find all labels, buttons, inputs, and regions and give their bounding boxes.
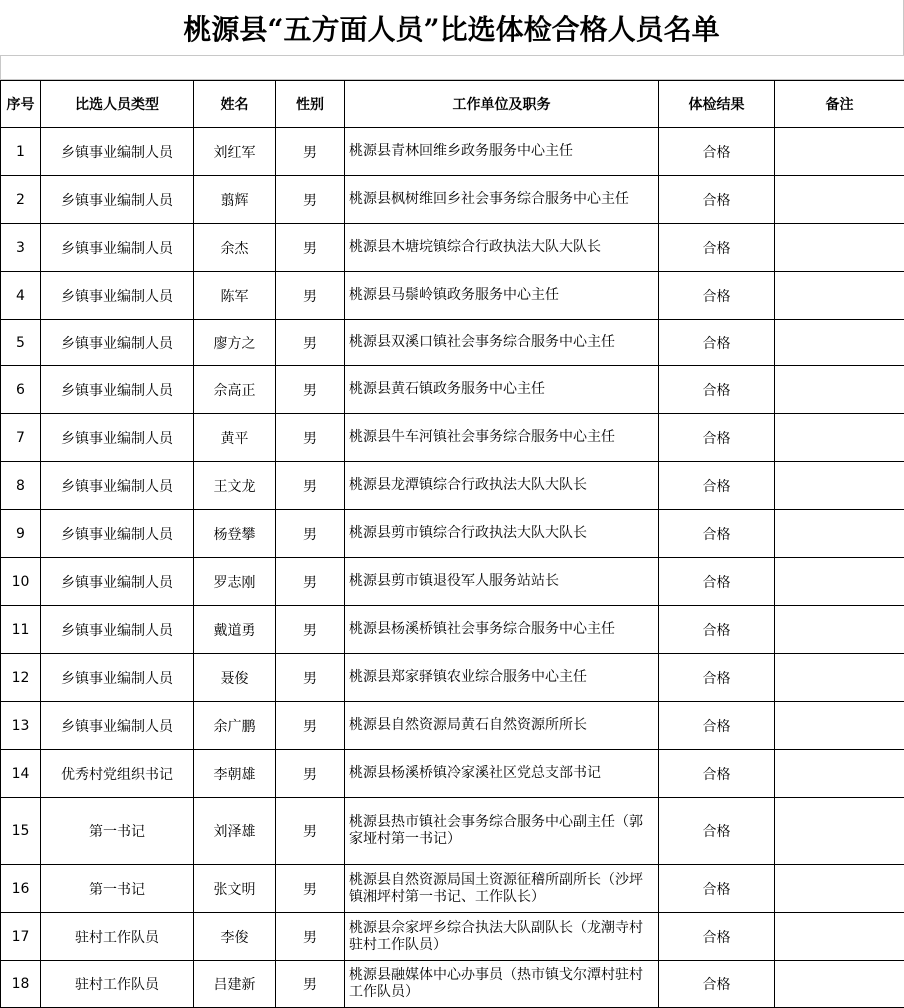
cell-result[interactable]: 合格 xyxy=(659,702,775,750)
cell-seq[interactable]: 4 xyxy=(1,272,41,320)
cell-gender[interactable]: 男 xyxy=(276,654,345,702)
table-row xyxy=(1,606,904,654)
cell-result[interactable]: 合格 xyxy=(659,865,775,913)
cell-gender[interactable]: 男 xyxy=(276,913,345,961)
cell-gender[interactable]: 男 xyxy=(276,462,345,510)
cell-gender[interactable]: 男 xyxy=(276,750,345,798)
cell-unit[interactable]: 桃源县剪市镇综合行政执法大队大队长 xyxy=(345,510,659,558)
cell-unit[interactable]: 桃源县自然资源局黄石自然资源所所长 xyxy=(345,702,659,750)
table-body xyxy=(1,128,904,1008)
cell-note[interactable] xyxy=(775,750,904,798)
cell-note[interactable] xyxy=(775,865,904,913)
cell-note[interactable] xyxy=(775,176,904,224)
cell-type[interactable]: 乡镇事业编制人员 xyxy=(41,462,194,510)
cell-result[interactable]: 合格 xyxy=(659,366,775,414)
cell-seq[interactable]: 13 xyxy=(1,702,41,750)
cell-note[interactable] xyxy=(775,654,904,702)
cell-seq[interactable]: 1 xyxy=(1,128,41,176)
cell-unit[interactable]: 桃源县龙潭镇综合行政执法大队大队长 xyxy=(345,462,659,510)
cell-unit[interactable]: 桃源县枫树维回乡社会事务综合服务中心主任 xyxy=(345,176,659,224)
cell-result[interactable]: 合格 xyxy=(659,128,775,176)
cell-note[interactable] xyxy=(775,224,904,272)
cell-name[interactable]: 黄平 xyxy=(194,414,276,462)
cell-name[interactable]: 张文明 xyxy=(194,865,276,913)
table-row xyxy=(1,702,904,750)
cell-result[interactable]: 合格 xyxy=(659,913,775,961)
cell-unit[interactable]: 桃源县郑家驿镇农业综合服务中心主任 xyxy=(345,654,659,702)
cell-result[interactable]: 合格 xyxy=(659,798,775,865)
cell-note[interactable] xyxy=(775,272,904,320)
cell-name[interactable]: 余杰 xyxy=(194,224,276,272)
cell-type[interactable]: 乡镇事业编制人员 xyxy=(41,366,194,414)
cell-seq[interactable]: 5 xyxy=(1,320,41,366)
cell-result[interactable]: 合格 xyxy=(659,510,775,558)
cell-result[interactable]: 合格 xyxy=(659,414,775,462)
header-type[interactable]: 比选人员类型 xyxy=(41,81,194,128)
cell-unit[interactable]: 桃源县黄石镇政务服务中心主任 xyxy=(345,366,659,414)
cell-result[interactable]: 合格 xyxy=(659,961,775,1008)
cell-seq[interactable]: 8 xyxy=(1,462,41,510)
table-row xyxy=(1,865,904,913)
table-row xyxy=(1,176,904,224)
cell-name[interactable]: 刘红军 xyxy=(194,128,276,176)
header-unit[interactable]: 工作单位及职务 xyxy=(345,81,659,128)
cell-result[interactable]: 合格 xyxy=(659,606,775,654)
cell-result[interactable]: 合格 xyxy=(659,558,775,606)
cell-type[interactable]: 乡镇事业编制人员 xyxy=(41,510,194,558)
cell-name[interactable]: 陈军 xyxy=(194,272,276,320)
cell-gender[interactable]: 男 xyxy=(276,558,345,606)
cell-type[interactable]: 乡镇事业编制人员 xyxy=(41,224,194,272)
cell-note[interactable] xyxy=(775,606,904,654)
cell-seq[interactable]: 15 xyxy=(1,798,41,865)
cell-seq[interactable]: 17 xyxy=(1,913,41,961)
cell-name[interactable]: 佘高正 xyxy=(194,366,276,414)
cell-gender[interactable]: 男 xyxy=(276,272,345,320)
cell-note[interactable] xyxy=(775,961,904,1008)
cell-result[interactable]: 合格 xyxy=(659,176,775,224)
cell-gender[interactable]: 男 xyxy=(276,414,345,462)
table-row xyxy=(1,366,904,414)
header-result[interactable]: 体检结果 xyxy=(659,81,775,128)
cell-name[interactable]: 李朝雄 xyxy=(194,750,276,798)
cell-gender[interactable]: 男 xyxy=(276,176,345,224)
cell-gender[interactable]: 男 xyxy=(276,128,345,176)
cell-type[interactable]: 乡镇事业编制人员 xyxy=(41,272,194,320)
cell-type[interactable]: 乡镇事业编制人员 xyxy=(41,414,194,462)
cell-gender[interactable]: 男 xyxy=(276,865,345,913)
title-cell[interactable] xyxy=(0,0,904,56)
header-note[interactable]: 备注 xyxy=(775,81,904,128)
cell-name[interactable]: 罗志刚 xyxy=(194,558,276,606)
cell-name[interactable]: 聂俊 xyxy=(194,654,276,702)
cell-gender[interactable]: 男 xyxy=(276,961,345,1008)
cell-gender[interactable]: 男 xyxy=(276,510,345,558)
header-seq[interactable]: 序号 xyxy=(1,81,41,128)
cell-unit[interactable]: 桃源县木塘垸镇综合行政执法大队大队长 xyxy=(345,224,659,272)
cell-unit[interactable]: 桃源县剪市镇退役军人服务站站长 xyxy=(345,558,659,606)
table-row xyxy=(1,510,904,558)
blank-row[interactable] xyxy=(0,56,904,80)
cell-name[interactable]: 吕建新 xyxy=(194,961,276,1008)
cell-note[interactable] xyxy=(775,558,904,606)
cell-gender[interactable]: 男 xyxy=(276,606,345,654)
cell-unit[interactable]: 桃源县牛车河镇社会事务综合服务中心主任 xyxy=(345,414,659,462)
cell-seq[interactable]: 14 xyxy=(1,750,41,798)
cell-result[interactable]: 合格 xyxy=(659,224,775,272)
header-gender[interactable]: 性别 xyxy=(276,81,345,128)
cell-note[interactable] xyxy=(775,128,904,176)
cell-type[interactable]: 乡镇事业编制人员 xyxy=(41,558,194,606)
cell-type[interactable]: 乡镇事业编制人员 xyxy=(41,176,194,224)
cell-unit[interactable]: 桃源县自然资源局国土资源征稽所副所长（沙坪镇湘坪村第一书记、工作队长） xyxy=(345,865,659,913)
cell-result[interactable]: 合格 xyxy=(659,750,775,798)
cell-result[interactable]: 合格 xyxy=(659,654,775,702)
cell-name[interactable]: 李俊 xyxy=(194,913,276,961)
cell-note[interactable] xyxy=(775,320,904,366)
cell-result[interactable]: 合格 xyxy=(659,320,775,366)
cell-seq[interactable]: 7 xyxy=(1,414,41,462)
cell-type[interactable]: 乡镇事业编制人员 xyxy=(41,128,194,176)
header-name[interactable]: 姓名 xyxy=(194,81,276,128)
cell-unit[interactable]: 桃源县杨溪桥镇冷家溪社区党总支部书记 xyxy=(345,750,659,798)
table-row xyxy=(1,913,904,961)
cell-unit[interactable]: 桃源县融媒体中心办事员（热市镇戈尔潭村驻村工作队员） xyxy=(345,961,659,1008)
cell-unit[interactable]: 桃源县双溪口镇社会事务综合服务中心主任 xyxy=(345,320,659,366)
table-row xyxy=(1,654,904,702)
cell-seq[interactable]: 6 xyxy=(1,366,41,414)
cell-type[interactable]: 乡镇事业编制人员 xyxy=(41,702,194,750)
table-row xyxy=(1,414,904,462)
header-row xyxy=(1,81,904,128)
table-row xyxy=(1,750,904,798)
cell-seq[interactable]: 3 xyxy=(1,224,41,272)
table-row xyxy=(1,272,904,320)
cell-unit[interactable]: 桃源县青林回维乡政务服务中心主任 xyxy=(345,128,659,176)
cell-note[interactable] xyxy=(775,510,904,558)
cell-result[interactable]: 合格 xyxy=(659,272,775,320)
cell-type[interactable]: 优秀村党组织书记 xyxy=(41,750,194,798)
candidate-table xyxy=(0,80,904,1008)
table-row xyxy=(1,224,904,272)
cell-seq[interactable]: 12 xyxy=(1,654,41,702)
cell-note[interactable] xyxy=(775,798,904,865)
cell-type[interactable]: 乡镇事业编制人员 xyxy=(41,606,194,654)
cell-unit[interactable]: 桃源县热市镇社会事务综合服务中心副主任（郭家垭村第一书记） xyxy=(345,798,659,865)
cell-seq[interactable]: 9 xyxy=(1,510,41,558)
cell-note[interactable] xyxy=(775,414,904,462)
table-row xyxy=(1,462,904,510)
cell-gender[interactable]: 男 xyxy=(276,224,345,272)
cell-name[interactable]: 翦辉 xyxy=(194,176,276,224)
cell-note[interactable] xyxy=(775,702,904,750)
table-row xyxy=(1,128,904,176)
cell-type[interactable]: 乡镇事业编制人员 xyxy=(41,320,194,366)
table-row xyxy=(1,558,904,606)
page-title: 桃源县“五方面人员”比选体检合格人员名单 xyxy=(183,8,719,48)
cell-gender[interactable]: 男 xyxy=(276,702,345,750)
cell-note[interactable] xyxy=(775,366,904,414)
cell-type[interactable]: 第一书记 xyxy=(41,865,194,913)
cell-unit[interactable]: 桃源县马鬃岭镇政务服务中心主任 xyxy=(345,272,659,320)
cell-gender[interactable]: 男 xyxy=(276,320,345,366)
cell-name[interactable]: 廖方之 xyxy=(194,320,276,366)
cell-seq[interactable]: 16 xyxy=(1,865,41,913)
cell-name[interactable]: 余广鹏 xyxy=(194,702,276,750)
cell-type[interactable]: 乡镇事业编制人员 xyxy=(41,654,194,702)
cell-seq[interactable]: 18 xyxy=(1,961,41,1008)
cell-type[interactable]: 驻村工作队员 xyxy=(41,961,194,1008)
cell-type[interactable]: 第一书记 xyxy=(41,798,194,865)
cell-result[interactable]: 合格 xyxy=(659,462,775,510)
cell-gender[interactable]: 男 xyxy=(276,366,345,414)
cell-note[interactable] xyxy=(775,913,904,961)
table-row xyxy=(1,320,904,366)
cell-name[interactable]: 刘泽雄 xyxy=(194,798,276,865)
cell-name[interactable]: 杨登攀 xyxy=(194,510,276,558)
cell-name[interactable]: 戴道勇 xyxy=(194,606,276,654)
cell-type[interactable]: 驻村工作队员 xyxy=(41,913,194,961)
cell-gender[interactable]: 男 xyxy=(276,798,345,865)
cell-unit[interactable]: 桃源县佘家坪乡综合执法大队副队长（龙潮寺村驻村工作队员） xyxy=(345,913,659,961)
cell-seq[interactable]: 11 xyxy=(1,606,41,654)
table-row xyxy=(1,798,904,865)
cell-seq[interactable]: 10 xyxy=(1,558,41,606)
cell-seq[interactable]: 2 xyxy=(1,176,41,224)
cell-name[interactable]: 王文龙 xyxy=(194,462,276,510)
cell-unit[interactable]: 桃源县杨溪桥镇社会事务综合服务中心主任 xyxy=(345,606,659,654)
table-row xyxy=(1,961,904,1008)
cell-note[interactable] xyxy=(775,462,904,510)
